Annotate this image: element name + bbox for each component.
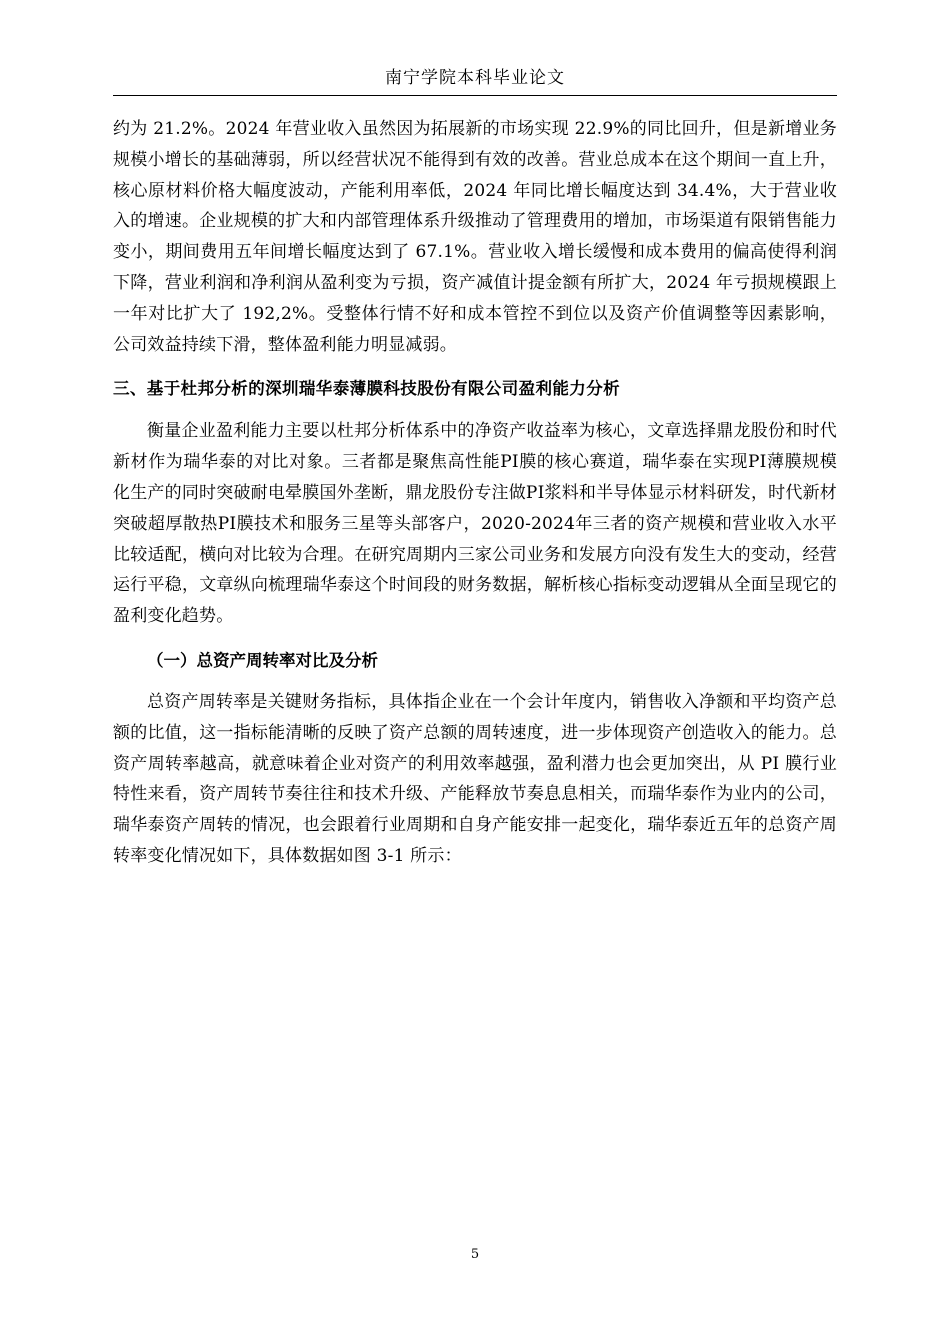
running-header: 南宁学院本科毕业论文: [113, 63, 837, 96]
paragraph-asset-turnover: 总资产周转率是关键财务指标，具体指企业在一个会计年度内，销售收入净额和平均资产总额的比值，这一指标能清晰的反映了资产总额的周转速度，进一步体现资产创造收入的能力。总资产周转率越高，就意味着企业对资产的利用效率越强，盈利潜力也会更加突出，从 PI 膜行业特性来看，资产周转节奏往往和技术升级、产能释放节奏息息相关，而瑞华泰作为业内的公司，瑞华泰资产周转的情况，也会跟着行业周期和自身产能安排一起变化，瑞华泰近五年的总资产周转率变化情况如下，具体数据如图 3-1 所示：: [113, 691, 837, 866]
subsection-heading: （一）总资产周转率对比及分析: [147, 650, 378, 670]
paragraph-dupont-intro: 衡量企业盈利能力主要以杜邦分析体系中的净资产收益率为核心，文章选择鼎龙股份和时代新材作为瑞华泰的对比对象。三者都是聚焦高性能PI膜的核心赛道，瑞华泰在实现PI薄膜规模化生产的同时突破耐电晕膜国外垄断，鼎龙股份专注做PI浆料和半导体显示材料研发，时代新材突破超厚散热PI膜技术和服务三星等头部客户，2020-2024年三者的资产规模和营业收入水平比较适配，横向对比较为合理。在研究周期内三家公司业务和发展方向没有发生大的变动，经营运行平稳，文章纵向梳理瑞华泰这个时间段的财务数据，解析核心指标变动逻辑从全面呈现它的盈利变化趋势。: [113, 421, 837, 627]
paragraph-continued: 约为 21.2%。2024 年营业收入虽然因为拓展新的市场实现 22.9%的同比回升，但是新增业务规模小增长的基础薄弱，所以经营状况不能得到有效的改善。营业总成本在这个期间一直上升，核心原材料价格大幅度波动，产能利用率低，2024 年同比增长幅度达到 34.4%，大于营业收入的增速。企业规模的扩大和内部管理体系升级推动了管理费用的增加，市场渠道有限销售能力变小，期间费用五年间增长幅度达到了 67.1%。营业收入增长缓慢和成本费用的偏高使得利润下降，营业利润和净利润从盈利变为亏损，资产减值计提金额有所扩大，2024 年亏损规模跟上一年对比扩大了 192,2%。受整体行情不好和成本管控不到位以及资产价值调整等因素影响，公司效益持续下滑，整体盈利能力明显减弱。: [113, 119, 837, 355]
body-text: [113, 114, 837, 872]
page-number: 5: [470, 1247, 480, 1262]
section-heading: 三、基于杜邦分析的深圳瑞华泰薄膜科技股份有限公司盈利能力分析: [113, 379, 620, 399]
